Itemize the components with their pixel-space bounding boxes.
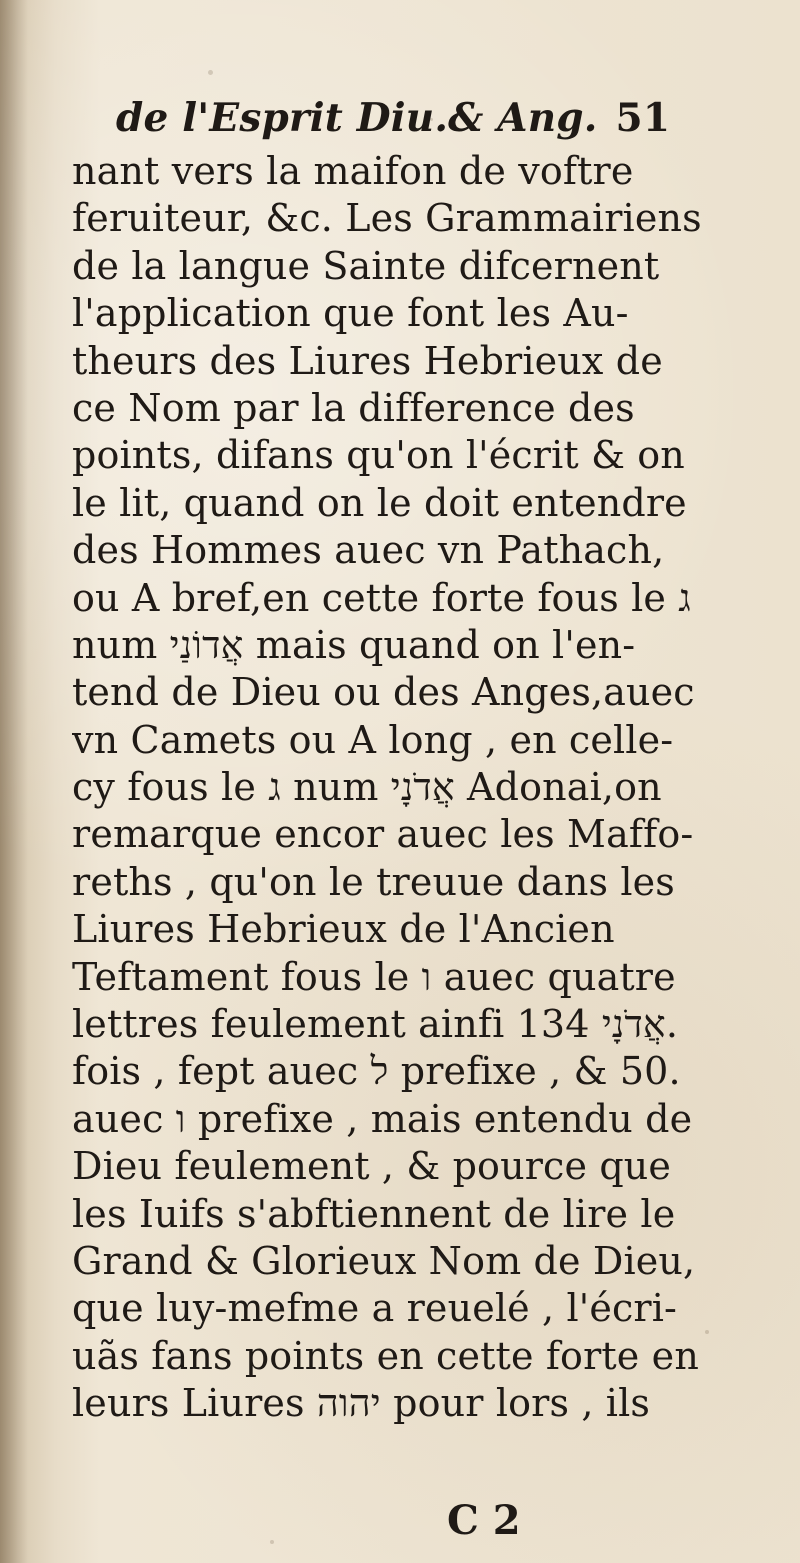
text-line: ce Nom par la difference des	[72, 385, 635, 430]
body-text	[72, 148, 734, 1428]
text-block	[72, 94, 734, 1428]
text-line: Grand & Glorieux Nom de Dieu,	[72, 1238, 696, 1283]
paper-speck	[270, 1540, 274, 1544]
text-line: ou A bref,en cette forte fous le ג	[72, 575, 691, 620]
text-line: Teftament fous le ו auec quatre	[72, 954, 676, 999]
text-line: fois , fept auec ל prefixe , & 50.	[72, 1049, 681, 1094]
text-line: nant vers la maifon de voftre	[72, 149, 634, 193]
running-head	[116, 94, 736, 142]
text-line: les Iuifs s'abftiennent de lire le	[72, 1191, 676, 1236]
text-line: des Hommes auec vn Pathach,	[72, 528, 665, 573]
paper-speck	[208, 70, 213, 75]
text-line: uãs fans points en cette forte en	[72, 1333, 699, 1378]
text-line: cy fous le ג num אֲדֹנָי Adonai,on	[72, 765, 662, 810]
text-line: lettres feulement ainfi אֲדֹנָי 134.	[72, 1002, 679, 1047]
text-line: feruiteur, &c. Les Grammairiens	[72, 196, 702, 241]
signature-mark: C 2	[447, 1497, 521, 1544]
text-line: auec ו prefixe , mais entendu de	[72, 1096, 693, 1141]
text-line: de la langue Sainte difcernent	[72, 243, 660, 288]
binding-shadow	[0, 0, 28, 1563]
text-line: reths , qu'on le treuue dans les	[72, 859, 675, 904]
text-line: remarque encor auec les Maffo-	[72, 812, 694, 857]
text-line: num אֲדוֹנַי mais quand on l'en-	[72, 622, 636, 667]
text-line: leurs Liures יהוה pour lors , ils	[72, 1381, 651, 1426]
text-line: tend de Dieu ou des Anges,auec	[72, 670, 695, 715]
text-line: points, difans qu'on l'écrit & on	[72, 433, 685, 478]
text-line: l'application que font les Au-	[72, 291, 629, 336]
text-line: Liures Hebrieux de l'Ancien	[72, 907, 615, 952]
text-line: que luy-mefme a reuelé , l'écri-	[72, 1286, 678, 1331]
text-line: Dieu feulement , & pource que	[72, 1144, 672, 1189]
page-number: 51	[615, 95, 671, 141]
text-line: le lit, quand on le doit entendre	[72, 480, 687, 525]
text-line: vn Camets ou A long , en celle-	[72, 717, 674, 762]
text-line: theurs des Liures Hebrieux de	[72, 338, 663, 383]
running-head-title: de l'Esprit Diu.& Ang.	[116, 95, 598, 141]
